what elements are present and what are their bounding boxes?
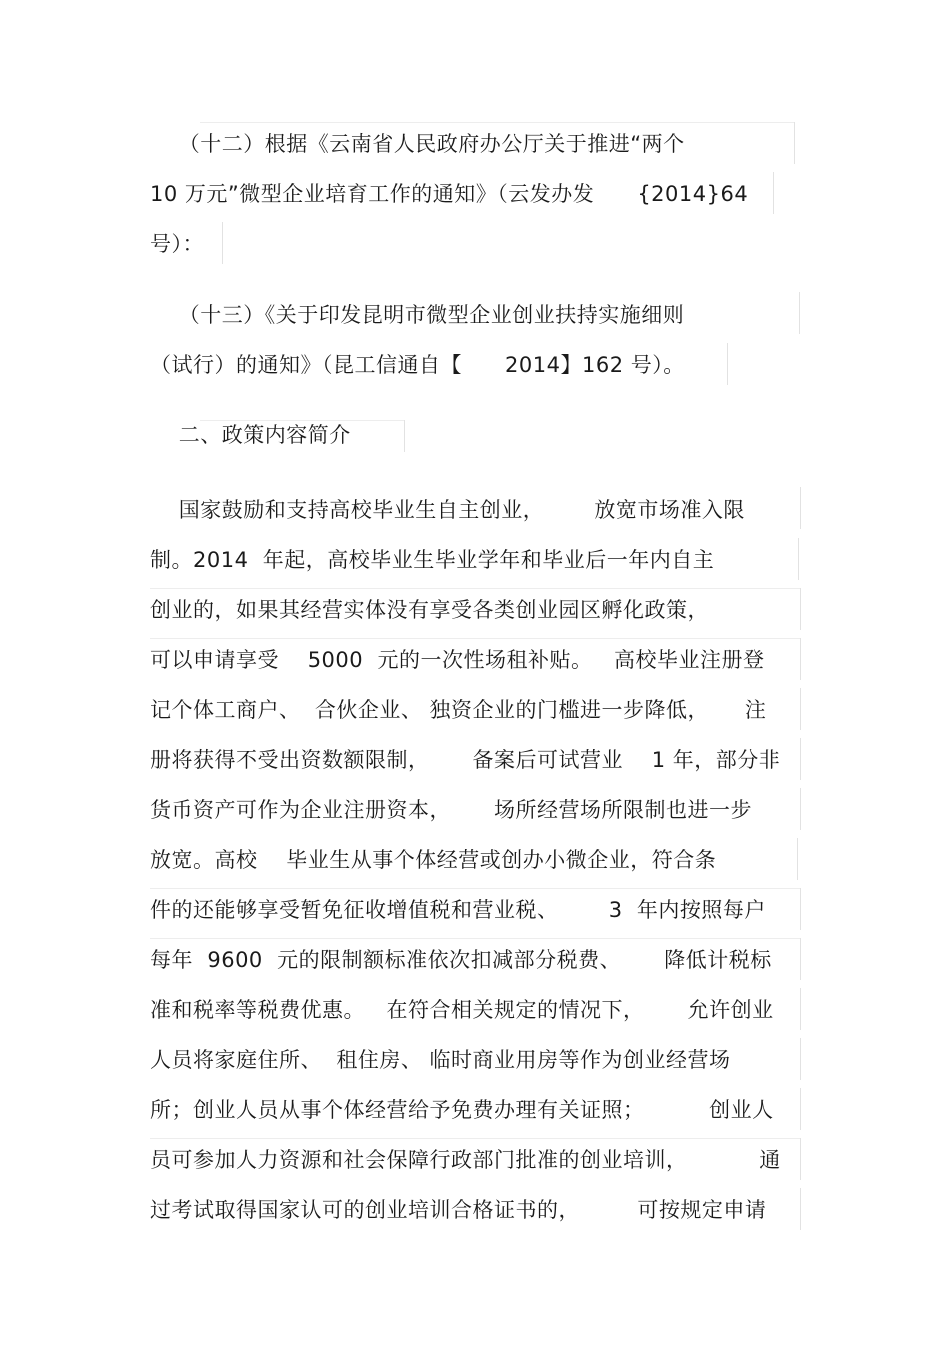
text-line: 创业的，如果其经营实体没有享受各类创业园区孵化政策， — [150, 598, 709, 622]
scan-artifact — [150, 638, 800, 639]
scan-artifact — [150, 1138, 800, 1139]
scan-artifact — [150, 888, 800, 889]
text-line: （试行）的通知》（昆工信通自【 2014】162 号）。 — [150, 353, 685, 377]
scan-artifact — [222, 222, 223, 264]
text-line: 可以申请享受 5000 元的一次性场租补贴。 高校毕业注册登 — [150, 648, 765, 672]
scan-artifact — [800, 1038, 801, 1080]
scan-artifact — [800, 1138, 801, 1180]
text-line: 册将获得不受出资数额限制， 备案后可试营业 1 年，部分非 — [150, 748, 781, 772]
text-line: 所；创业人员从事个体经营给予免费办理有关证照； 创业人 — [150, 1098, 774, 1122]
text-line: 制。2014 年起，高校毕业生毕业学年和毕业后一年内自主 — [150, 548, 715, 572]
text-line: （十二）根据《云南省人民政府办公厅关于推进“两个 — [150, 132, 685, 156]
scan-artifact — [800, 638, 801, 680]
scan-artifact — [800, 988, 801, 1030]
scan-artifact — [727, 343, 728, 385]
section-heading: 二、政策内容简介 — [150, 423, 351, 447]
scan-artifact — [773, 172, 774, 214]
scan-artifact — [800, 938, 801, 980]
text-line: 员可参加人力资源和社会保障行政部门批准的创业培训， 通 — [150, 1148, 781, 1172]
scan-artifact — [799, 292, 800, 334]
scan-artifact — [200, 122, 794, 123]
scan-artifact — [800, 487, 801, 529]
scan-artifact — [150, 938, 800, 939]
text-line: （十三）《关于印发昆明市微型企业创业扶持实施细则 — [150, 303, 685, 327]
scan-artifact — [794, 122, 795, 164]
scan-artifact — [800, 888, 801, 930]
scan-artifact — [150, 588, 800, 589]
text-line: 货币资产可作为企业注册资本， 场所经营场所限制也进一步 — [150, 798, 753, 822]
text-line: 国家鼓励和支持高校毕业生自主创业， 放宽市场准入限 — [150, 498, 745, 522]
text-line: 件的还能够享受暂免征收增值税和营业税、 3 年内按照每户 — [150, 898, 766, 922]
scan-artifact — [800, 788, 801, 830]
scan-artifact — [798, 538, 799, 580]
scan-artifact — [800, 1188, 801, 1230]
text-line: 号）： — [150, 232, 204, 256]
text-line: 每年 9600 元的限制额标准依次扣减部分税费、 降低计税标 — [150, 948, 772, 972]
text-line: 过考试取得国家认可的创业培训合格证书的， 可按规定申请 — [150, 1198, 767, 1222]
scan-artifact — [404, 420, 405, 452]
text-line: 准和税率等税费优惠。 在符合相关规定的情况下， 允许创业 — [150, 998, 774, 1022]
scan-artifact — [800, 1088, 801, 1130]
text-line: 人员将家庭住所、 租住房、 临时商业用房等作为创业经营场 — [150, 1048, 731, 1072]
scan-artifact — [800, 588, 801, 630]
scan-artifact — [800, 738, 801, 780]
text-line: 10 万元”微型企业培育工作的通知》（云发办发 {2014}64 — [150, 182, 749, 206]
scan-artifact — [797, 838, 798, 880]
text-line: 放宽。高校 毕业生从事个体经营或创办小微企业，符合条 — [150, 848, 717, 872]
scan-artifact — [800, 688, 801, 730]
text-line: 记个体工商户、 合伙企业、 独资企业的门槛进一步降低， 注 — [150, 698, 767, 722]
